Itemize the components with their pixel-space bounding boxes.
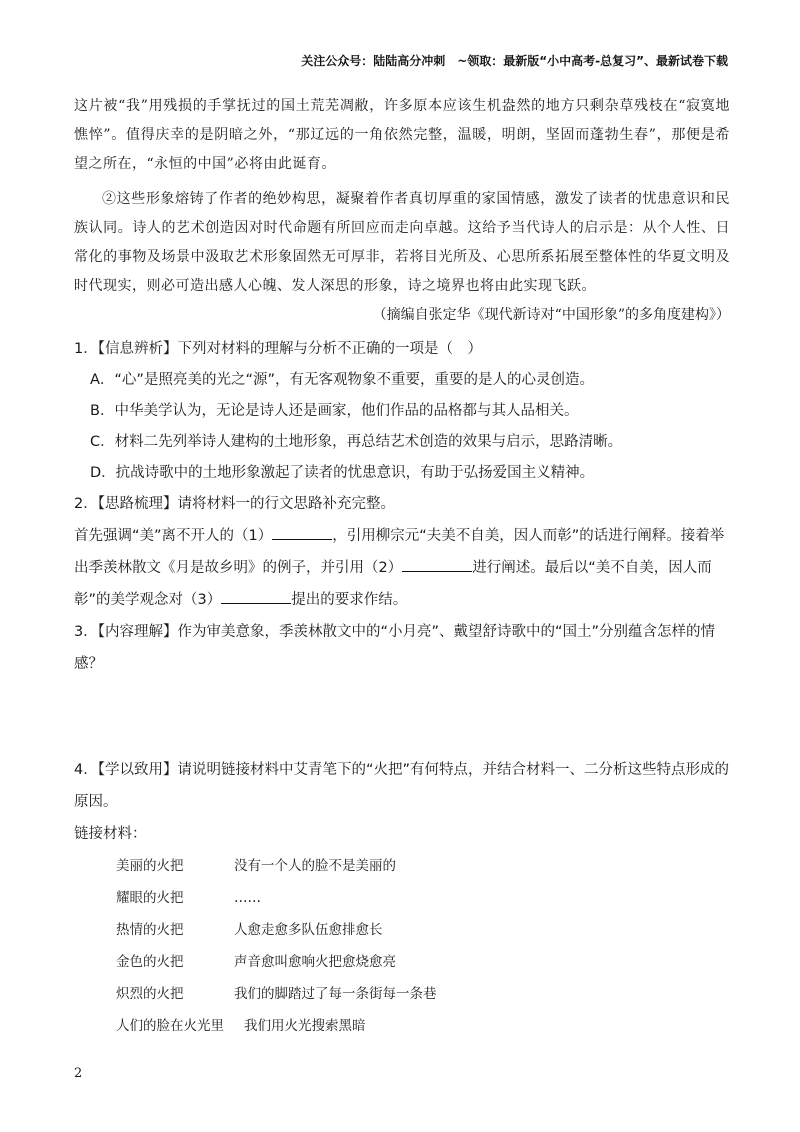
poem-line-right: 人愈走愈多队伍愈排愈长 — [234, 922, 383, 938]
question-4-title: 4．【学以致用】请说明链接材料中艾青笔下的“火把”有何特点，并结合材料一、二分析这些特点形成的原因。 — [74, 762, 729, 810]
answer-blank-2[interactable] — [402, 557, 472, 572]
question-2-text-b: ，引用柳宗元“夫美不自美，因人而彰”的话进行阐释。接着举出季羡林散文《月是故乡明》的例子，并引用（2） — [74, 528, 725, 576]
question-2-body — [74, 520, 730, 616]
question-1 — [74, 334, 730, 489]
question-1-option-c: C．材料二先列举诗人建构的土地形象，再总结艺术创造的效果与启示，思路清晰。 — [90, 434, 623, 450]
question-1-option-b: B．中华美学认为，无论是诗人还是画家，他们作品的品格都与其人品相关。 — [90, 403, 579, 419]
content-area — [74, 92, 730, 1042]
poem-line-right: 我们用火光搜索黑暗 — [244, 1018, 366, 1034]
poem-line — [116, 914, 730, 946]
question-2-text-a: 首先强调“美”离不开人的（1） — [74, 528, 273, 544]
question-4 — [74, 754, 730, 1042]
question-2-title: 2．【思路梳理】请将材料一的行文思路补充完整。 — [74, 496, 395, 512]
poem-line-right: 没有一个人的脸不是美丽的 — [234, 858, 396, 874]
passage-paragraph-2: ②这些形象熔铸了作者的绝妙构思，凝聚着作者真切厚重的家国情感，激发了读者的忧患意识和民族认同。诗人的艺术创造因对时代命题有所回应而走向卓越。这给予当代诗人的启示是：从个人性、日常化的事物及场景中汲取艺术形象固然无可厚非，若将目光所及、心思所系拓展至整体性的华夏文明及时代现实，则必可造出感人心魄、发人深思的形象，诗之境界也将由此实现飞跃。 — [74, 191, 730, 294]
question-2-text-c: 进行阐述。最后以“美不自美，因人而彰”的美学观念对（3） — [74, 560, 712, 608]
poem-line — [116, 850, 730, 882]
page-number: 2 — [74, 1066, 83, 1081]
passage-paragraph-1: 这片被“我”用残损的手掌抚过的国土荒芜凋敝，许多原本应该生机盎然的地方只剩杂草残枝在“寂寞地憔悴”。值得庆幸的是阴暗之外，“那辽远的一角依然完整，温暖，明朗，坚固而蓬勃生春”，那便是希望之所在，“永恒的中国”必将由此诞育。 — [74, 98, 730, 172]
question-1-option-a: A．“心”是照亮美的光之“源”，有无客观物象不重要，重要的是人的心灵创造。 — [90, 372, 594, 388]
question-2 — [74, 489, 730, 616]
poem-line-right: 我们的脚踏过了每一条街每一条巷 — [234, 986, 437, 1002]
answer-blank-3[interactable] — [221, 589, 291, 604]
poem-line-left: 金色的火把 — [116, 954, 184, 970]
poem-line-left: 热情的火把 — [116, 922, 184, 938]
poem-line — [116, 946, 730, 978]
poem-line-left: 人们的脸在火光里 — [116, 1018, 224, 1034]
poem-line-left: 美丽的火把 — [116, 858, 184, 874]
poem-line — [116, 882, 730, 914]
answer-blank-1[interactable] — [272, 525, 332, 540]
question-2-text-d: 提出的要求作结。 — [291, 592, 408, 608]
answer-space-3 — [74, 680, 730, 750]
poem-line-left: 炽烈的火把 — [116, 986, 184, 1002]
passage-source: （摘编自张定华《现代新诗对“中国形象”的多角度建构》） — [372, 307, 730, 323]
question-1-option-d: D．抗战诗歌中的土地形象激起了读者的忧患意识，有助于弘扬爱国主义精神。 — [90, 465, 595, 481]
question-3 — [74, 616, 730, 750]
poem-line — [116, 1010, 730, 1042]
poem-line — [116, 978, 730, 1010]
poem-line-right: 声音愈叫愈响火把愈烧愈亮 — [234, 954, 396, 970]
question-1-title: 1．【信息辨析】下列对材料的理解与分析不正确的一项是（ ） — [74, 341, 482, 357]
poem-excerpt — [116, 850, 730, 1042]
page-header: 关注公众号：陆陆高分冲刺 ~领取：最新版“小中高考-总复习”、最新试卷下载 — [301, 54, 728, 68]
link-material-label: 链接材料： — [74, 826, 147, 842]
poem-line-right: …… — [234, 890, 261, 906]
question-3-title: 3．【内容理解】作为审美意象，季羡林散文中的“小月亮”、戴望舒诗歌中的“国土”分别蕴含怎样的情感？ — [74, 624, 716, 672]
poem-line-left: 耀眼的火把 — [116, 890, 184, 906]
